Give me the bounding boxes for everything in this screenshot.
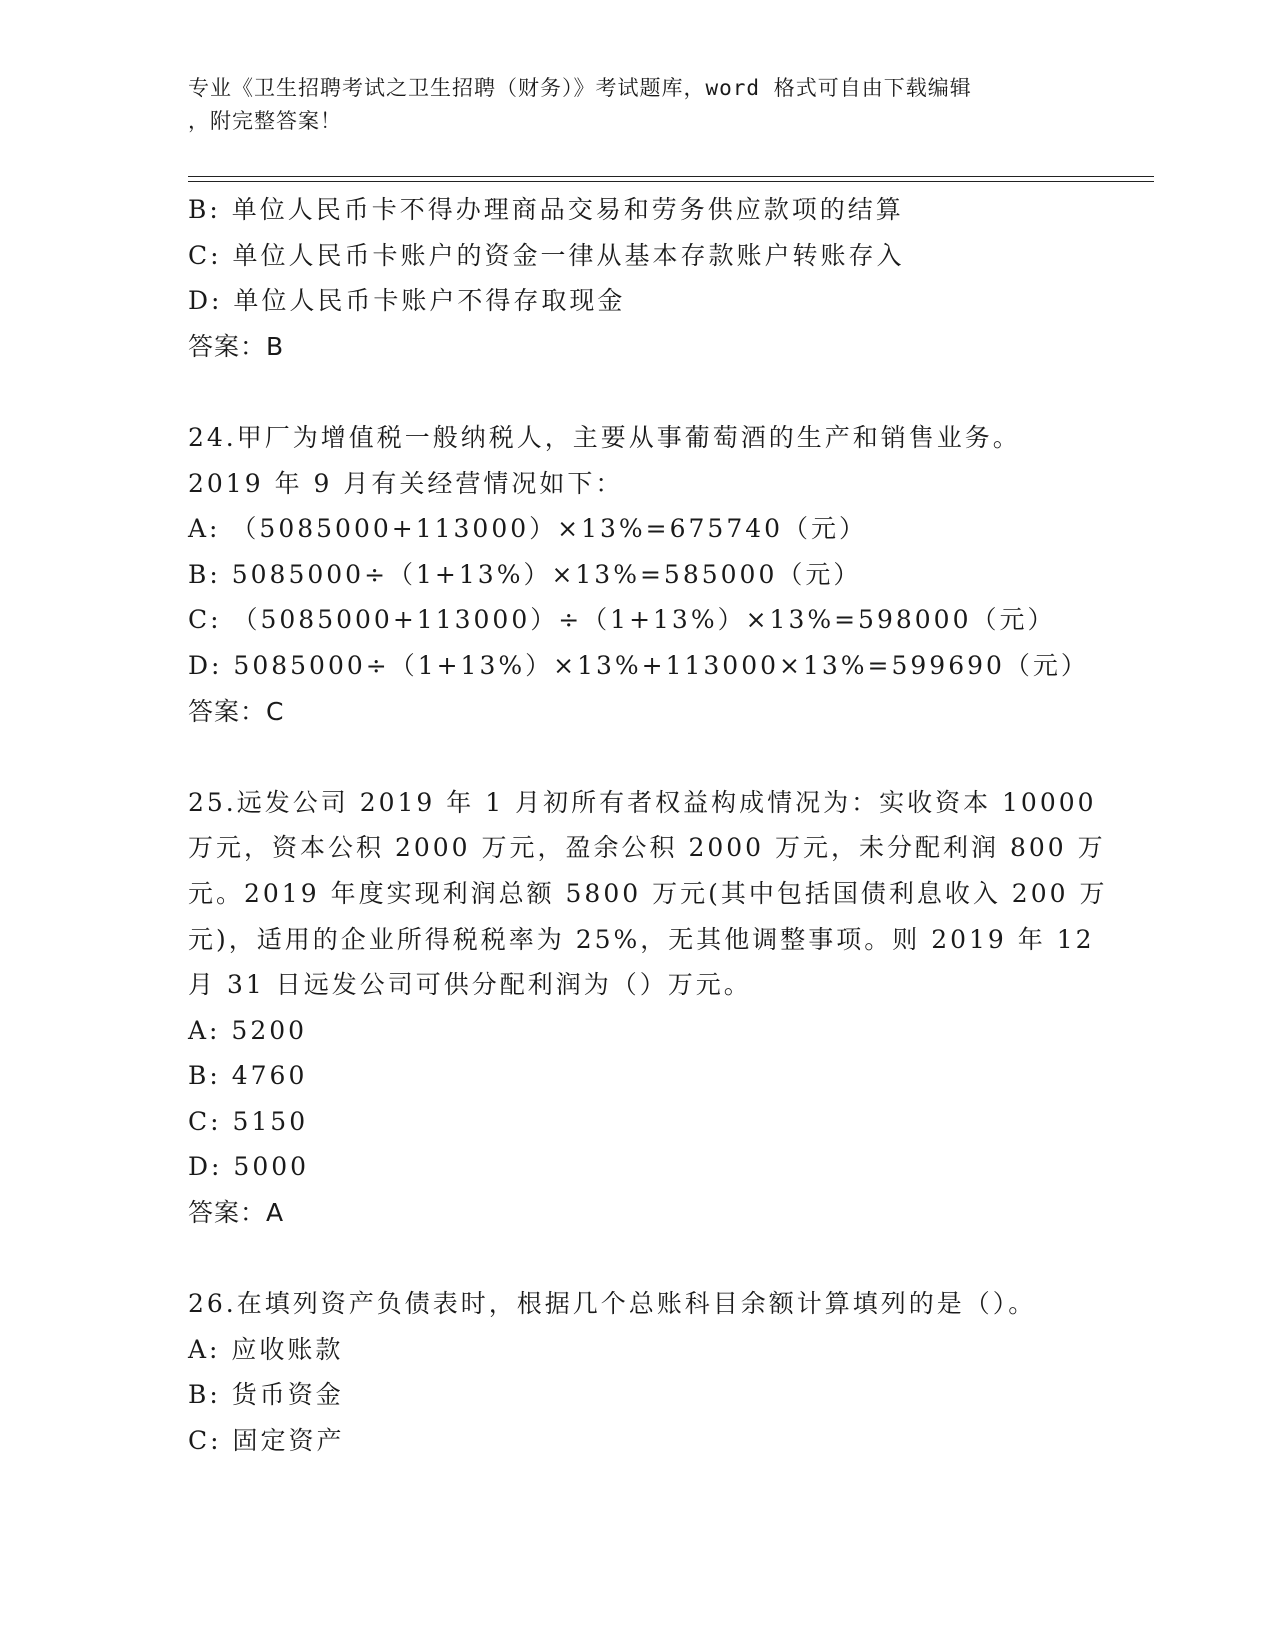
option-d: D: 5085000÷（1+13%）×13%+113000×13%=599690（元） xyxy=(188,650,1089,680)
answer-line: 答案：B xyxy=(188,331,285,361)
option-a: A: （5085000+113000）×13%=675740（元） xyxy=(188,514,868,544)
option-a: A: 5200 xyxy=(188,1015,308,1045)
question-23 xyxy=(188,187,1088,369)
option-c: C: 固定资产 xyxy=(188,1426,345,1456)
option-c: C: 5150 xyxy=(188,1106,309,1136)
header-rule-bottom xyxy=(188,181,1154,182)
option-b: B: 单位人民币卡不得办理商品交易和劳务供应款项的结算 xyxy=(188,195,904,224)
answer-line: 答案：C xyxy=(188,696,285,726)
question-list xyxy=(188,187,1108,1464)
option-b: B: 5085000÷（1+13%）×13%=585000（元） xyxy=(188,559,862,589)
question-25 xyxy=(188,780,1108,1236)
option-c: C: （5085000+113000）÷（1+13%）×13%=598000（元） xyxy=(188,605,1056,635)
spacer xyxy=(188,369,1088,415)
option-b: B: 货币资金 xyxy=(188,1380,344,1410)
document-header xyxy=(188,72,1068,138)
spacer xyxy=(188,1236,1088,1282)
option-b: B: 4760 xyxy=(188,1061,308,1091)
question-stem-line: 月 31 日远发公司可供分配利润为（）万元。 xyxy=(188,970,752,1000)
option-c: C: 单位人民币卡账户的资金一律从基本存款账户转账存入 xyxy=(188,240,905,270)
option-d: D: 5000 xyxy=(188,1152,310,1182)
question-26 xyxy=(188,1281,1088,1463)
header-line-1: 专业《卫生招聘考试之卫生招聘（财务）》考试题库，word 格式可自由下载编辑 xyxy=(188,76,972,100)
question-stem-line: 万元，资本公积 2000 万元，盈余公积 2000 万元，未分配利润 800 万 xyxy=(188,833,1106,863)
question-stem-line: 2019 年 9 月有关经营情况如下： xyxy=(188,468,624,498)
option-a: A: 应收账款 xyxy=(188,1334,344,1364)
header-line-2: ，附完整答案！ xyxy=(188,109,342,133)
question-stem-line: 元)，适用的企业所得税税率为 25%，无其他调整事项。则 2019 年 12 xyxy=(188,924,1095,954)
question-stem-line: 26.在填列资产负债表时，根据几个总账科目余额计算填列的是（）。 xyxy=(188,1289,1037,1319)
question-stem-line: 25.远发公司 2019 年 1 月初所有者权益构成情况为：实收资本 10000 xyxy=(188,787,1097,817)
option-d: D: 单位人民币卡账户不得存取现金 xyxy=(188,286,626,316)
spacer xyxy=(188,734,1088,780)
question-stem-line: 24.甲厂为增值税一般纳税人，主要从事葡萄酒的生产和销售业务。 xyxy=(188,422,1021,452)
question-24 xyxy=(188,415,1088,734)
answer-line: 答案：A xyxy=(188,1198,285,1228)
question-stem-line: 元。2019 年度实现利润总额 5800 万元(其中包括国债利息收入 200 万 xyxy=(188,878,1108,908)
header-rule-top xyxy=(188,176,1154,177)
